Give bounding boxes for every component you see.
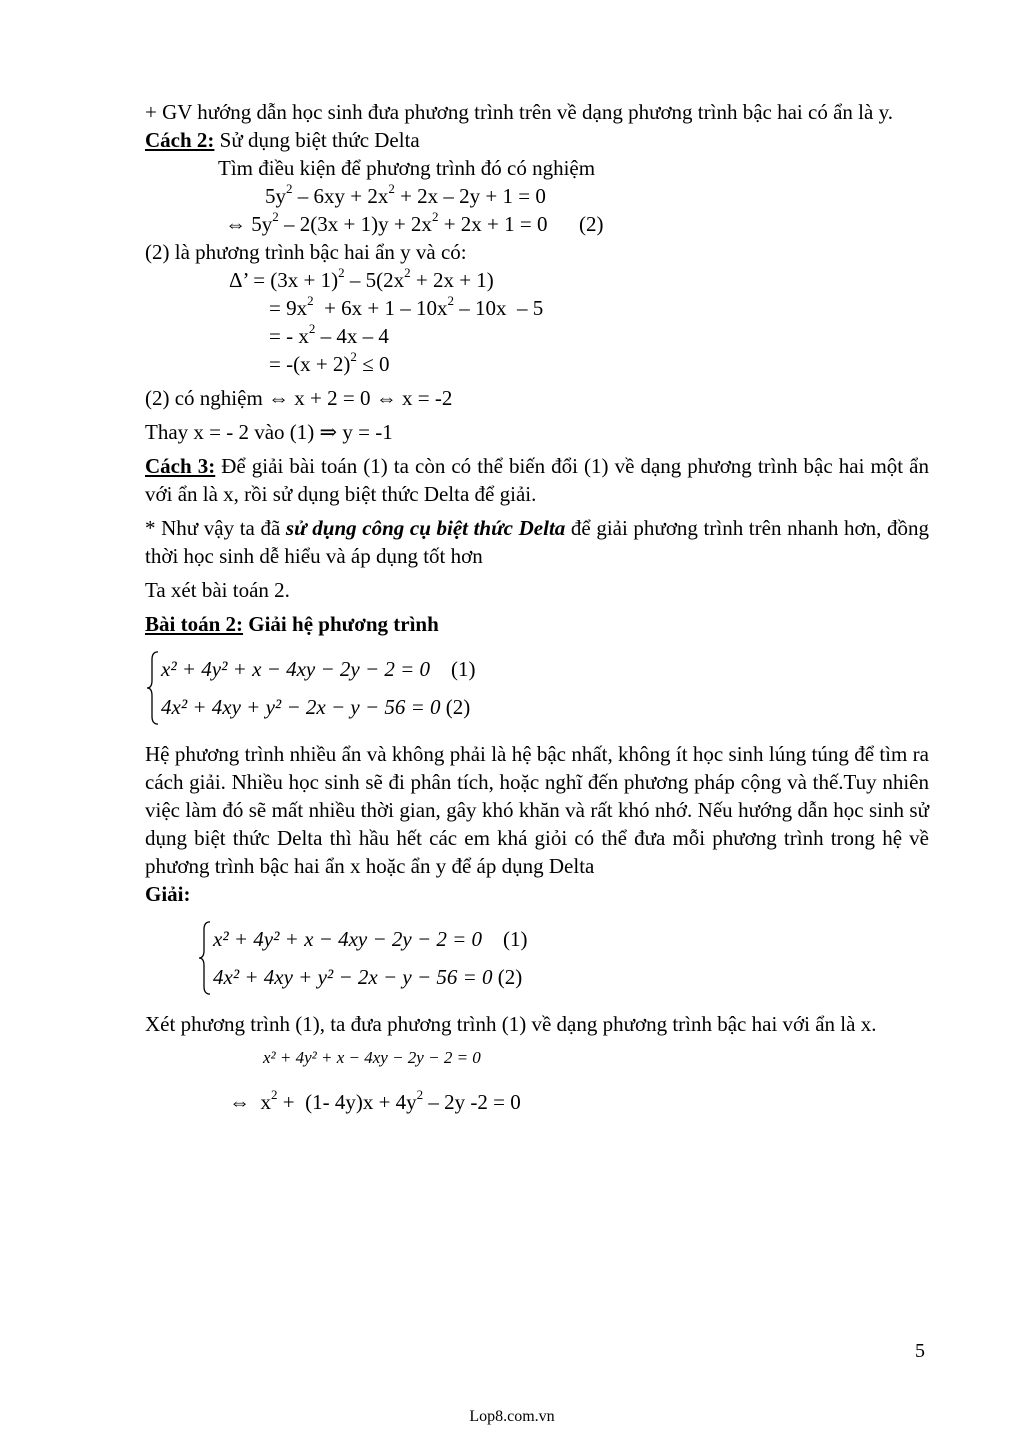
analysis-paragraph: Hệ phương trình nhiều ẩn và không phải là hệ bậc nhất, không ít học sinh lúng túng để tìm ra cách giải. Nhiều học sinh sẽ đi phân tích, hoặc nghĩ đến phương pháp cộng và thế.Tuy nhiên việc làm đó sẽ mất nhiều thời gian, gây khó khăn và rất khó nhớ. Nếu hướng dẫn học sinh sử dụng biệt thức Delta thì hầu hết các em khá giỏi có thể đưa mỗi phương trình trong hệ về phương trình bậc hai ẩn x hoặc ẩn y để áp dụng Delta — [145, 742, 929, 878]
system1-eq2: 4x² + 4xy + y² − 2x − y − 56 = 0 — [161, 695, 441, 719]
brace-icon — [197, 920, 213, 996]
note-paragraph: * Như vậy ta đã sử dụng công cụ biệt thức Delta để giải phương trình trên nhanh hơn, đồng thời học sinh dễ hiểu và áp dụng tốt hơn — [145, 516, 929, 568]
cach2-label: Cách 2: — [145, 128, 215, 152]
cach2-text: Sử dụng biệt thức Delta — [214, 128, 420, 152]
consider-eq1-paragraph: Xét phương trình (1), ta đưa phương trình (1) về dạng phương trình bậc hai với ẩn là x. — [145, 1012, 877, 1036]
consider-line: Ta xét bài toán 2. — [145, 578, 290, 602]
bt2-label: Bài toán 2: — [145, 612, 244, 636]
delta-line-1: Δ’ = $(3x + 1)^2 - 5(2x^2 + 2x + 1)$ — [229, 265, 494, 292]
cach3-label: Cách 3: — [145, 454, 216, 478]
cach2-condition: Tìm điều kiện để phương trình đó có nghiệm — [218, 156, 596, 180]
quadratic-line: (2) là phương trình bậc hai ẩn y và có: — [145, 240, 467, 264]
final-equation: ⇔ $x^2 + (1-$ $4y)x + 4y^2 - 2y$ -2 = 0 — [229, 1087, 521, 1114]
bt2-heading: Bài toán 2: Giải hệ phương trình — [145, 612, 439, 636]
delta-line-2: = $9x^2 + 6x + 1 - 10x^2 - 10x - 5$ — [269, 293, 544, 320]
cach2-heading — [145, 126, 929, 154]
brace-icon — [145, 650, 161, 726]
equation-system-2: x² + 4y² + x − 4xy − 2y − 2 = 0 (1) 4x² + 4xy + y² − 2x − y − 56 = 0 (2) — [197, 920, 929, 996]
equation-b: ⇔ $5y^2 - 2(3x + 1)y + 2x^2 + 2x + 1 = 0$ (2) — [225, 209, 604, 236]
delta-line-3: = - $x^2 - 4x - 4$ — [269, 321, 389, 348]
system2-eq2: 4x² + 4xy + y² − 2x − y − 56 = 0 — [213, 965, 493, 989]
solve-heading: Giải: — [145, 882, 191, 906]
root-line: (2) có nghiệm ⇔ x + 2 = 0 ⇔ x = -2 — [145, 386, 453, 410]
substitution-line: Thay x = - 2 vào (1) ⇒ y = -1 — [145, 420, 393, 444]
intro-paragraph: + GV hướng dẫn học sinh đưa phương trình trên về dạng phương trình bậc hai có ẩn là y. — [145, 100, 893, 124]
small-equation: x² + 4y² + x − 4xy − 2y − 2 = 0 — [263, 1048, 481, 1067]
site-footer: Lop8.com.vn — [469, 1408, 555, 1425]
equation-a: $5y^2 - 6xy + 2x^2 + 2x - 2y + 1 = 0$ — [265, 181, 546, 208]
equation-system-1: x² + 4y² + x − 4xy − 2y − 2 = 0 (1) 4x² + 4xy + y² − 2x − y − 56 = 0 (2) — [145, 650, 929, 726]
page-number: 5 — [915, 1340, 925, 1362]
system2-eq1: x² + 4y² + x − 4xy − 2y − 2 = 0 — [213, 927, 483, 951]
system1-eq1: x² + 4y² + x − 4xy − 2y − 2 = 0 — [161, 657, 431, 681]
page-body — [145, 98, 929, 1116]
cach3-paragraph: Cách 3: Để giải bài toán (1) ta còn có thể biến đổi (1) về dạng phương trình bậc hai một ẩn với ẩn là x, rồi sử dụng biệt thức Delta để giải. — [145, 454, 929, 506]
delta-line-4: = $-(x + 2)^2 \le 0$ — [269, 349, 390, 376]
